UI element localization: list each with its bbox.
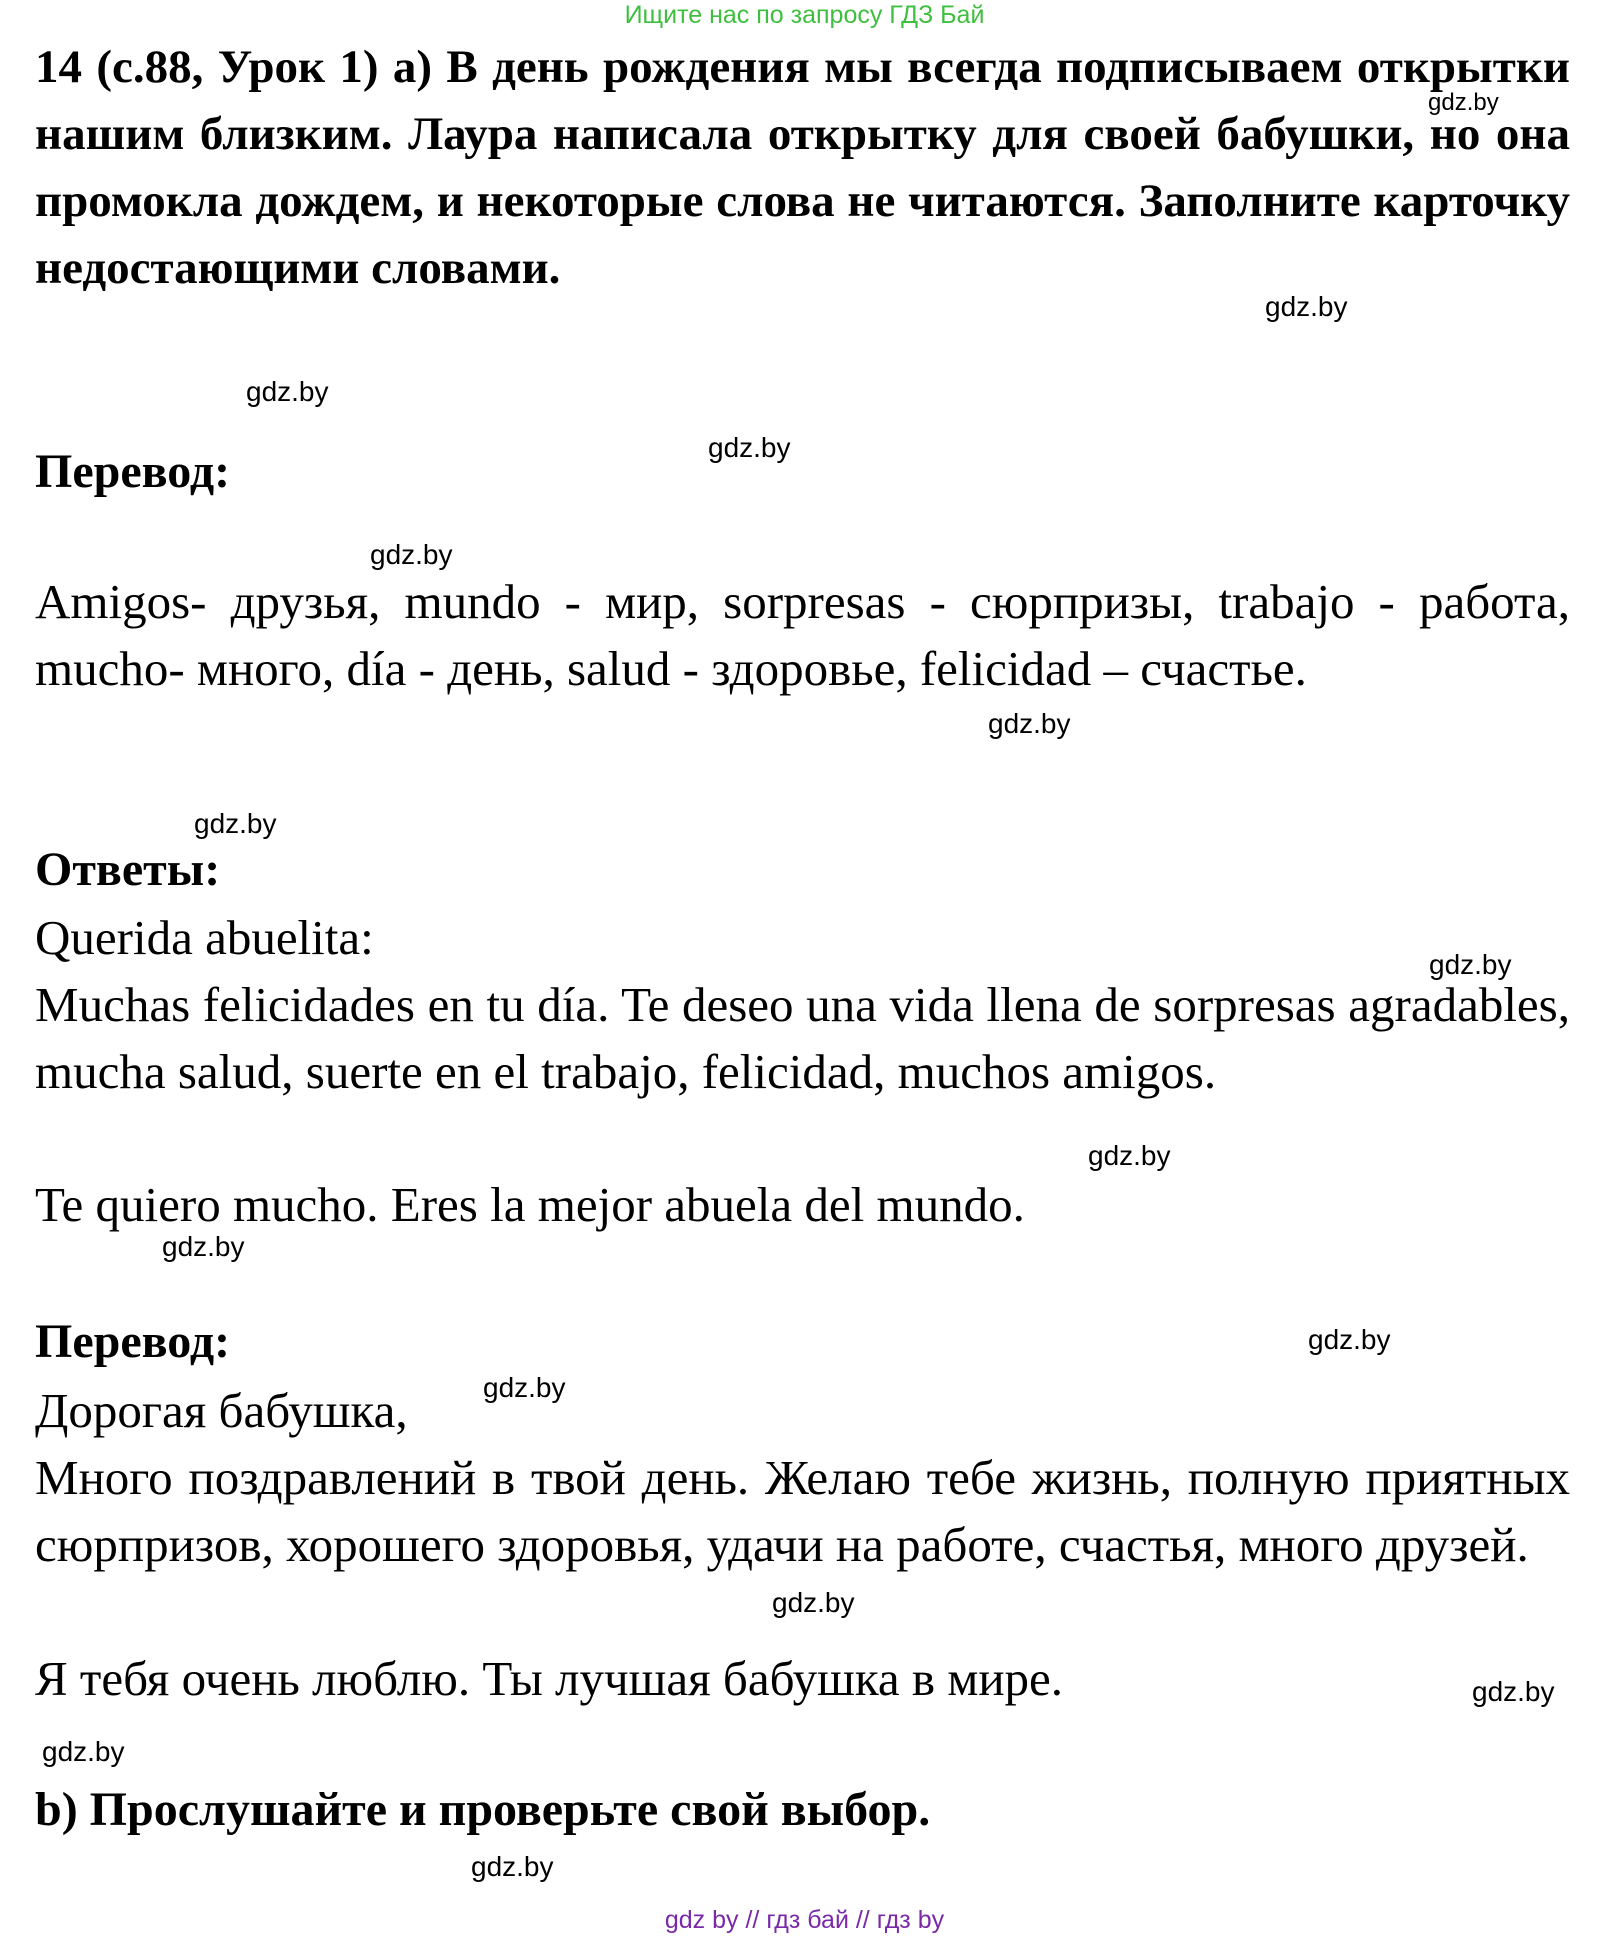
watermark: gdz.by: [162, 1231, 245, 1262]
watermark: gdz.by: [1429, 949, 1512, 980]
watermark: gdz.by: [246, 376, 329, 407]
watermark: gdz.by: [772, 1587, 855, 1618]
watermark: gdz.by: [194, 808, 277, 839]
watermark: gdz.by: [370, 539, 453, 570]
footer-links: gdz by // гдз бай // гдз by: [664, 1906, 945, 1934]
watermark: gdz.by: [471, 1851, 554, 1882]
answer-closing: Te quiero mucho. Eres la mejor abuela del mundo.: [35, 1177, 1025, 1232]
watermark: gdz.by: [1308, 1324, 1391, 1355]
watermark: gdz.by: [483, 1372, 566, 1403]
task-a-text: 14 (с.88, Урок 1) a) В день рождения мы всегда подписываем открытки нашим близким. Лаура написала открытку для своей бабушки, но она промокла дождем, и некоторые слова не читаются. Заполните карточку недостающими словами.: [35, 41, 1570, 294]
watermark: gdz.by: [1088, 1140, 1171, 1171]
translation-heading-1: Перевод:: [35, 445, 231, 498]
watermark: gdz.by: [708, 432, 791, 463]
translation-closing: Я тебя очень люблю. Ты лучшая бабушка в мире.: [35, 1651, 1064, 1706]
answer-body: Muchas felicidades en tu día. Te deseo una vida llena de sorpresas agradables, mucha salud, suerte en el trabajo, felicidad, muchos amigos.: [35, 977, 1570, 1099]
watermark: gdz.by: [988, 708, 1071, 739]
watermark: gdz.by: [1472, 1676, 1555, 1707]
task-b-text: b) Прослушайте и проверьте свой выбор.: [35, 1783, 931, 1836]
translation-greeting: Дорогая бабушка,: [35, 1383, 408, 1438]
translation-body: Много поздравлений в твой день. Желаю тебе жизнь, полную приятных сюрпризов, хорошего здоровья, удачи на работе, счастья, много друзей.: [35, 1450, 1570, 1572]
top-search-banner: Ищите нас по запросу ГДЗ Бай: [624, 1, 985, 29]
translation-heading-2: Перевод:: [35, 1315, 231, 1368]
answer-greeting: Querida abuelita:: [35, 910, 374, 965]
answers-heading: Ответы:: [35, 843, 221, 896]
watermark: gdz.by: [1265, 291, 1348, 322]
watermark: gdz.by: [42, 1736, 125, 1767]
watermark: gdz.by: [1428, 89, 1499, 116]
vocabulary-translation: Amigos- друзья, mundo - мир, sorpresas - сюрпризы, trabajo - работа, mucho- много, día - день, salud - здоровье, felicidad – счастье.: [35, 574, 1570, 696]
